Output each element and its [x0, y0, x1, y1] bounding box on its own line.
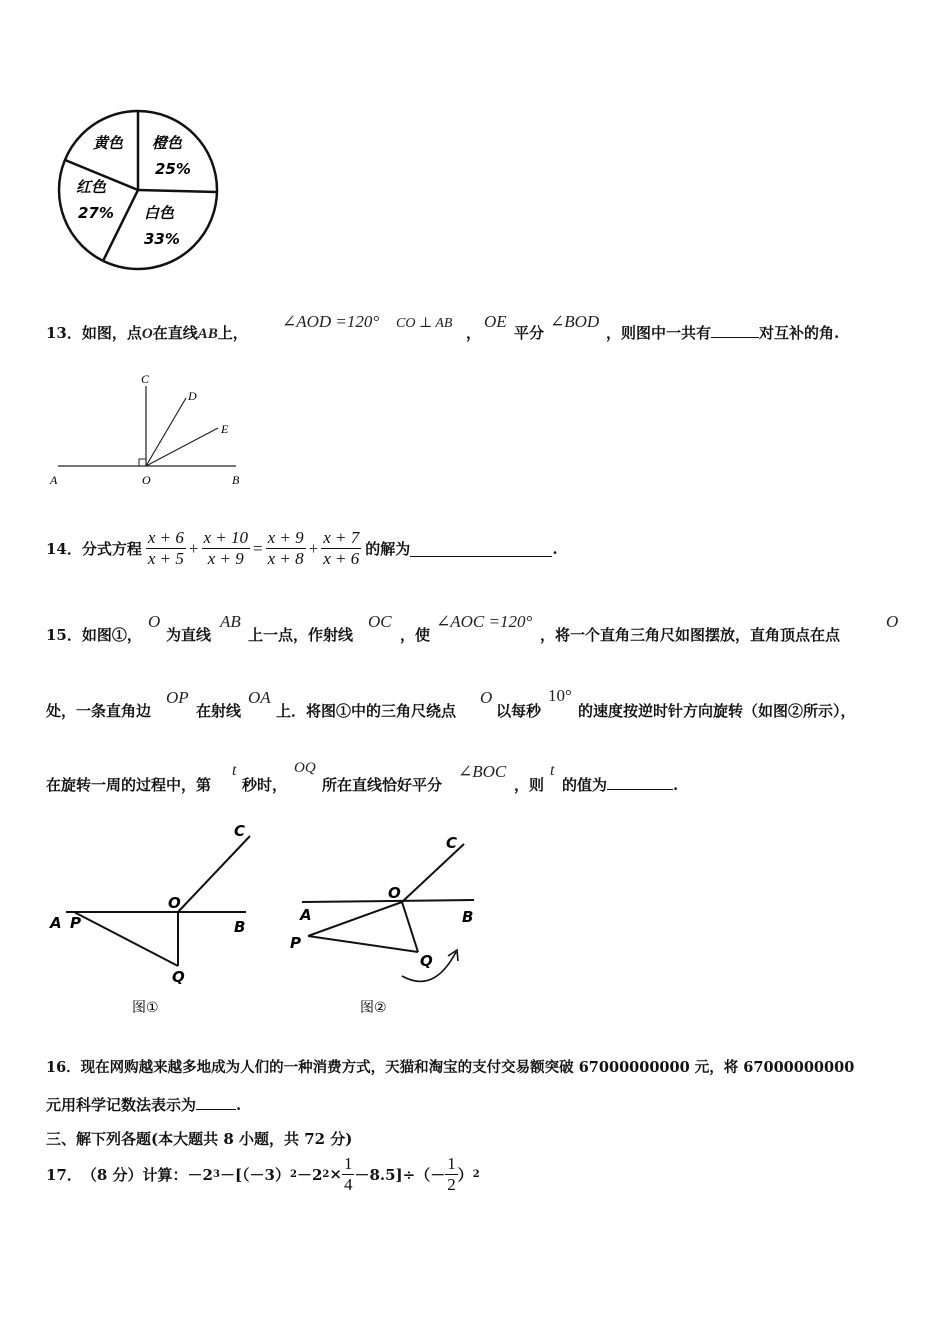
section-3-title: 三、解下列各题(本大题共 8 小题，共 72 分) — [46, 1130, 353, 1148]
q16-line-2 — [46, 1094, 241, 1115]
q15-t: t — [550, 762, 555, 779]
numerator: x + 6 — [147, 528, 184, 547]
q13-sep: ， — [466, 324, 482, 342]
q15-text: 秒时， — [242, 776, 288, 794]
q17-line — [46, 1152, 480, 1196]
ray-oc — [178, 836, 250, 912]
label-o: O — [388, 884, 401, 902]
q15-oq: OQ — [294, 760, 316, 776]
pie-label-white: 白色 — [144, 204, 175, 222]
label-c: C — [446, 834, 458, 852]
triangle-pq — [74, 912, 178, 966]
q14-text: 的解为 — [365, 540, 411, 558]
q16-line-1: 16．现在网购越来越多地成为人们的一种消费方式，天猫和淘宝的支付交易额突破 67000000000 元，将 67000000000 — [46, 1059, 855, 1076]
label-q: Q — [420, 952, 433, 970]
q14-text: 分式方程 — [81, 540, 142, 558]
q15-figure-2 — [284, 826, 494, 1022]
plus-sign: + — [188, 538, 199, 558]
q13-text — [606, 322, 839, 343]
plus-sign: + — [308, 538, 319, 558]
label-q: Q — [172, 968, 185, 986]
q17-expr: × — [329, 1165, 342, 1183]
fraction-2 — [202, 528, 251, 569]
q15-answer-blank[interactable] — [607, 775, 673, 790]
exponent: 2 — [322, 1168, 330, 1180]
fraction-4 — [321, 528, 361, 569]
q13-number: 13． — [46, 324, 82, 342]
q13-point-o: O — [141, 326, 153, 342]
label-d: D — [188, 389, 197, 403]
denominator: 2 — [447, 1174, 456, 1194]
q17-expr: －2 — [187, 1165, 213, 1184]
q15-text: ，则 — [514, 776, 545, 794]
denominator: x + 9 — [207, 549, 244, 568]
pie-pct-white: 33% — [144, 230, 180, 248]
exponent: 2 — [290, 1168, 297, 1180]
q15-op: OP — [166, 688, 189, 707]
label-o: O — [142, 473, 151, 487]
q15-o: O — [886, 612, 899, 631]
numerator: x + 9 — [267, 528, 304, 547]
q13-line-ab: AB — [197, 326, 218, 342]
q15-text: 为直线 — [166, 626, 212, 644]
q15-t: t — [232, 762, 237, 779]
q15-oc: OC — [368, 612, 392, 631]
q15-text: ，将一个直角三角尺如图摆放，直角顶点在点 — [540, 626, 841, 644]
pie-label-red: 红色 — [76, 178, 107, 196]
numerator: x + 7 — [323, 528, 360, 547]
exponent: 3 — [212, 1168, 220, 1180]
q15-oa: OA — [248, 688, 271, 707]
q15-text: 的速度按逆时针方向旋转（如图②所示）， — [578, 702, 856, 720]
label-e: E — [221, 422, 229, 436]
q15-text: 所在直线恰好平分 — [322, 776, 443, 794]
label-a: A — [50, 914, 62, 932]
q16-end: . — [236, 1096, 242, 1114]
label-a: A — [300, 906, 312, 924]
q15-ab: AB — [220, 612, 241, 631]
label-b: B — [232, 473, 240, 487]
pie-chart — [56, 108, 222, 274]
q14-line — [46, 528, 558, 569]
label-p: P — [290, 934, 301, 952]
right-angle-mark — [139, 459, 146, 466]
q14-end: . — [552, 539, 558, 558]
q15-end: . — [673, 776, 679, 794]
label-c: C — [141, 372, 150, 386]
pie-label-yellow: 黄色 — [93, 134, 124, 152]
q15-number — [46, 624, 142, 645]
denominator: 4 — [343, 1174, 353, 1194]
q13-text: 对互补的角. — [759, 324, 840, 342]
q13-text: 如图，点 — [81, 324, 142, 342]
q13-angle-aod: ∠AOD =120° — [282, 312, 380, 331]
q15-text — [562, 774, 678, 795]
triangle-pq — [308, 936, 418, 952]
denominator: x + 5 — [147, 549, 184, 568]
q15-angle-aoc: ∠AOC =120° — [436, 612, 533, 631]
label-b: B — [234, 918, 246, 936]
q14-number: 14． — [46, 540, 82, 558]
fraction-3 — [266, 528, 306, 569]
fraction-1 — [146, 528, 186, 569]
figure-caption: 图② — [360, 1000, 387, 1016]
q16-text: 元用科学记数法表示为 — [46, 1096, 197, 1114]
q15-text: 的值为 — [562, 776, 608, 794]
fraction-half — [445, 1154, 458, 1195]
q13-figure — [46, 368, 256, 492]
denominator: x + 6 — [323, 549, 360, 568]
triangle-oq — [402, 902, 418, 952]
label-c: C — [234, 822, 246, 840]
q17-expr: －2 — [296, 1165, 323, 1184]
q15-text: 如图①， — [81, 626, 142, 644]
q15-number: 15． — [46, 626, 82, 644]
q15-10deg: 10° — [548, 686, 572, 705]
q16-answer-blank[interactable] — [196, 1095, 236, 1110]
q13-text: ，则图中一共有 — [606, 324, 712, 342]
denominator: x + 8 — [267, 549, 304, 568]
label-o: O — [168, 894, 181, 912]
q14-answer-blank[interactable] — [410, 540, 552, 557]
q13-oe: OE — [484, 312, 507, 331]
q13-angle-bod: ∠BOD — [550, 312, 600, 331]
pie-label-orange: 橙色 — [152, 134, 183, 152]
ray-oc — [402, 844, 464, 902]
q13-text: 平分 — [514, 324, 545, 342]
q15-text: 上．将图①中的三角尺绕点 — [276, 702, 457, 720]
q17-number: 17． — [46, 1165, 82, 1184]
q15-text: 在射线 — [196, 702, 242, 720]
q17-expr: －8.5]÷（－ — [354, 1165, 446, 1184]
numerator: 1 — [447, 1153, 456, 1173]
exponent: 2 — [472, 1168, 480, 1180]
q13-text: 在直线 — [152, 324, 198, 342]
fraction-quarter — [342, 1154, 355, 1195]
q15-figure-1 — [44, 814, 264, 1024]
q15-text: 在旋转一周的过程中，第 — [46, 776, 212, 794]
label-a: A — [50, 473, 58, 487]
pie-pct-red: 27% — [78, 204, 114, 222]
q17-score: （8 分）计算： — [81, 1165, 188, 1184]
q17-expr: －[（－3） — [219, 1165, 290, 1184]
numerator: 1 — [343, 1153, 353, 1173]
pie-pct-orange: 25% — [155, 160, 191, 178]
q15-angle-boc: ∠BOC — [458, 762, 507, 781]
q13-line — [46, 322, 248, 343]
label-p: P — [70, 914, 81, 932]
q15-text: ，使 — [400, 626, 431, 644]
q15-text: 以每秒 — [496, 702, 542, 720]
q15-text: 上一点，作射线 — [248, 626, 354, 644]
arrow-head-icon — [448, 950, 458, 961]
q15-o: O — [148, 612, 161, 631]
figure-caption: 图① — [132, 1000, 159, 1016]
numerator: x + 10 — [203, 528, 249, 547]
q13-co-perp-ab: CO ⊥ AB — [396, 316, 453, 331]
equals-sign: = — [253, 538, 263, 558]
q13-text: 上， — [217, 324, 248, 342]
q13-answer-blank[interactable] — [711, 337, 759, 338]
label-b: B — [462, 908, 474, 926]
q15-text: 处，一条直角边 — [46, 702, 152, 720]
q15-o: O — [480, 688, 493, 707]
triangle-op — [308, 902, 402, 936]
q17-expr: ） — [457, 1165, 473, 1184]
